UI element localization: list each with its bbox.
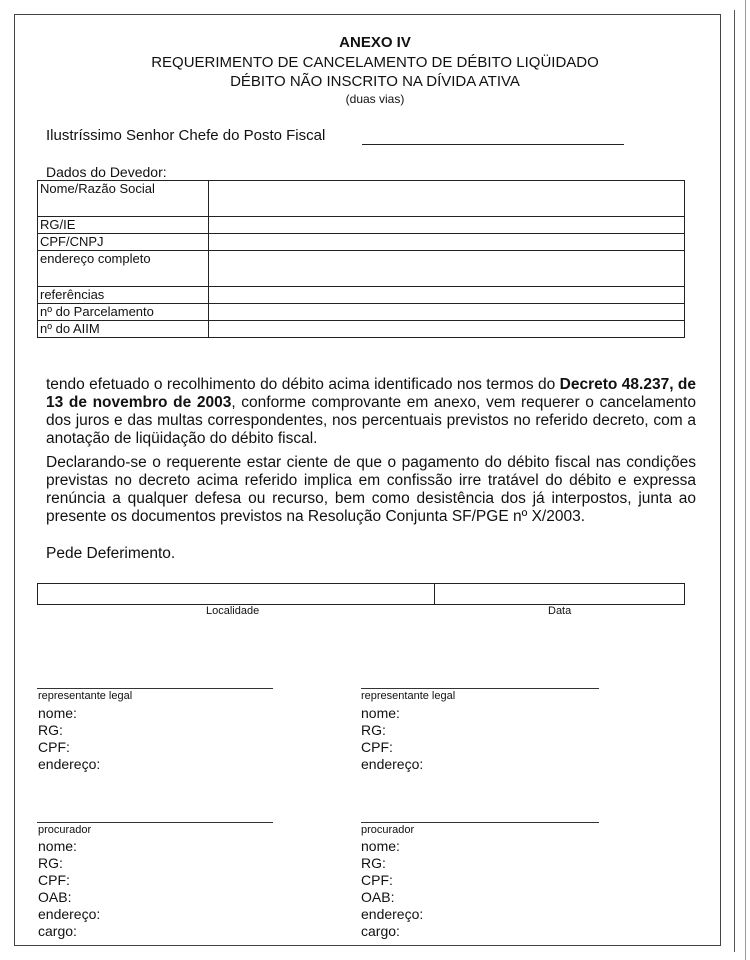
signature-line-attorney-right[interactable]	[361, 822, 599, 823]
debtor-label-installment: nº do Parcelamento	[38, 304, 209, 321]
attorney-oab-left: OAB:	[38, 889, 72, 905]
attorney-cpf-left: CPF:	[38, 872, 70, 888]
debtor-label-address: endereço completo	[38, 251, 209, 287]
locality-caption: Localidade	[206, 605, 260, 617]
debtor-heading: Dados do Devedor:	[46, 164, 167, 180]
attorney-address-left: endereço:	[38, 906, 101, 922]
attorney-oab-right: OAB:	[361, 889, 395, 905]
attorney-heading-left: procurador	[38, 824, 92, 836]
debtor-label-references: referências	[38, 287, 209, 304]
signature-line-rep-left[interactable]	[37, 688, 273, 689]
debtor-value-aiim[interactable]	[209, 321, 685, 338]
attorney-role-left: cargo:	[38, 923, 77, 939]
declaration-paragraph: Declarando-se o requerente estar ciente de que o pagamento do débito fiscal nas condições previstas no decreto acima referido implica em confissão irre tratável do débito e expressa renúncia a qualquer defesa ou recurso, bem como desistência dos já interpostos, junta ao presente os documentos previstos na Resolução Conjunta SF/PGE nº X/2003.	[46, 454, 696, 525]
attorney-name-left: nome:	[38, 838, 77, 854]
fiscal-post-field[interactable]	[362, 144, 624, 145]
debtor-label-aiim: nº do AIIM	[38, 321, 209, 338]
page-edge	[734, 10, 735, 952]
debtor-table	[37, 180, 685, 338]
debtor-value-rgie[interactable]	[209, 217, 685, 234]
decree-reference: Decreto 48.237, de 13 de novembro de 2003	[46, 376, 696, 411]
request-text-end: , conforme comprovante em anexo, vem requerer o cancelamento dos juros e das multas correspondentes, nos percentuais previstos no referido decreto, com a anotação de liqüidação do débito fiscal.	[46, 394, 696, 447]
rep-address-right: endereço:	[361, 756, 424, 772]
attorney-heading-right: procurador	[361, 824, 415, 836]
attorney-rg-left: RG:	[38, 855, 63, 871]
debtor-value-address[interactable]	[209, 251, 685, 287]
form-title-line2: DÉBITO NÃO INSCRITO NA DÍVIDA ATIVA	[230, 73, 520, 90]
debtor-label-cpfcnpj: CPF/CNPJ	[38, 234, 209, 251]
debtor-value-references[interactable]	[209, 287, 685, 304]
date-caption: Data	[548, 605, 572, 617]
locality-date-box[interactable]	[37, 583, 685, 605]
form-title-line1: REQUERIMENTO DE CANCELAMENTO DE DÉBITO LIQÜIDADO	[151, 54, 599, 71]
rep-name-left: nome:	[38, 705, 77, 721]
table-row	[38, 287, 685, 304]
request-paragraph	[46, 376, 696, 448]
rep-address-left: endereço:	[38, 756, 101, 772]
attorney-cpf-right: CPF:	[361, 872, 393, 888]
signature-line-rep-right[interactable]	[361, 688, 599, 689]
debtor-value-installment[interactable]	[209, 304, 685, 321]
table-row	[38, 304, 685, 321]
locality-date-divider	[434, 583, 435, 605]
rep-rg-right: RG:	[361, 722, 386, 738]
attorney-role-right: cargo:	[361, 923, 400, 939]
table-row	[38, 234, 685, 251]
attorney-rg-right: RG:	[361, 855, 386, 871]
salutation: Ilustríssimo Senhor Chefe do Posto Fiscal	[46, 127, 326, 144]
signature-line-attorney-left[interactable]	[37, 822, 273, 823]
rep-heading-left: representante legal	[38, 690, 133, 702]
rep-cpf-left: CPF:	[38, 739, 70, 755]
table-row	[38, 181, 685, 217]
page-edge-outer	[745, 0, 746, 960]
debtor-label-name: Nome/Razão Social	[38, 181, 209, 217]
debtor-label-rgie: RG/IE	[38, 217, 209, 234]
table-row	[38, 251, 685, 287]
debtor-value-cpfcnpj[interactable]	[209, 234, 685, 251]
request-text-start: tendo efetuado o recolhimento do débito acima identificado nos termos do	[46, 376, 560, 393]
copies-note: (duas vias)	[345, 92, 405, 106]
rep-cpf-right: CPF:	[361, 739, 393, 755]
attorney-address-right: endereço:	[361, 906, 424, 922]
table-row	[38, 321, 685, 338]
rep-rg-left: RG:	[38, 722, 63, 738]
debtor-value-name[interactable]	[209, 181, 685, 217]
rep-heading-right: representante legal	[361, 690, 456, 702]
annex-title: ANEXO IV	[339, 34, 411, 51]
closing-text: Pede Deferimento.	[46, 545, 176, 562]
attorney-name-right: nome:	[361, 838, 400, 854]
rep-name-right: nome:	[361, 705, 400, 721]
table-row	[38, 217, 685, 234]
